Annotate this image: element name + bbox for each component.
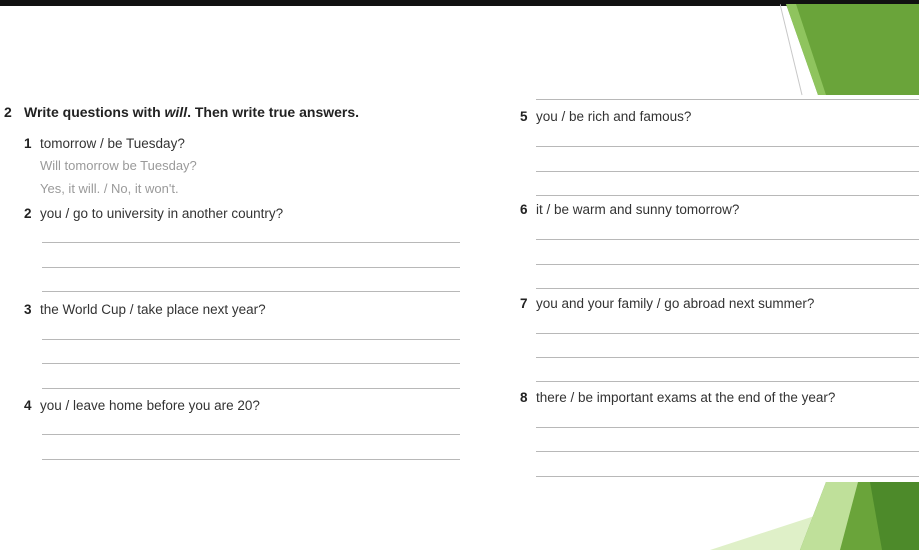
answer-line[interactable] — [536, 357, 919, 358]
answer-line[interactable] — [536, 146, 919, 147]
example-question: Will tomorrow be Tuesday? — [40, 158, 197, 173]
answer-line[interactable] — [536, 171, 919, 172]
answer-line[interactable] — [536, 427, 919, 428]
question-prompt: the World Cup / take place next year? — [40, 302, 266, 317]
question-item-5 — [520, 109, 691, 124]
answer-line[interactable] — [536, 239, 919, 240]
question-number: 8 — [520, 390, 528, 405]
answer-line[interactable] — [536, 288, 919, 289]
question-prompt: it / be warm and sunny tomorrow? — [536, 202, 740, 217]
answer-line[interactable] — [42, 459, 460, 460]
exercise-title — [4, 104, 359, 120]
answer-line[interactable] — [536, 195, 919, 196]
exercise-number: 2 — [4, 104, 12, 120]
question-number: 6 — [520, 202, 528, 217]
question-prompt: you / be rich and famous? — [536, 109, 692, 124]
instruction-suffix: . Then write true answers. — [187, 104, 360, 120]
question-item-3 — [24, 302, 266, 317]
answer-line[interactable] — [42, 434, 460, 435]
question-prompt: you and your family / go abroad next summer? — [536, 296, 815, 311]
question-item-6 — [520, 202, 739, 217]
question-prompt: you / leave home before you are 20? — [40, 398, 260, 413]
question-number: 3 — [24, 302, 32, 317]
answer-line[interactable] — [536, 264, 919, 265]
question-number: 5 — [520, 109, 528, 124]
answer-line[interactable] — [42, 291, 460, 292]
answer-line[interactable] — [42, 242, 460, 243]
question-number: 7 — [520, 296, 528, 311]
answer-line[interactable] — [42, 267, 460, 268]
answer-line[interactable] — [536, 451, 919, 452]
answer-line[interactable] — [42, 388, 460, 389]
instruction-prefix: Write questions with — [24, 104, 165, 120]
question-number: 1 — [24, 136, 32, 151]
question-prompt: you / go to university in another country? — [40, 206, 284, 221]
question-number: 2 — [24, 206, 32, 221]
question-prompt: tomorrow / be Tuesday? — [40, 136, 185, 151]
answer-line[interactable] — [536, 476, 919, 477]
answer-line[interactable] — [42, 363, 460, 364]
question-item-1 — [24, 136, 185, 151]
answer-line[interactable] — [536, 333, 919, 334]
answer-line[interactable] — [536, 381, 919, 382]
instruction-keyword: will — [164, 104, 188, 120]
question-number: 4 — [24, 398, 32, 413]
question-item-7 — [520, 296, 814, 311]
answer-line[interactable] — [42, 339, 460, 340]
question-item-8 — [520, 390, 835, 405]
question-item-4 — [24, 398, 260, 413]
question-item-2 — [24, 206, 283, 221]
corner-decoration-bottom — [700, 478, 919, 550]
question-prompt: there / be important exams at the end of the year? — [536, 390, 836, 405]
answer-line[interactable] — [536, 99, 919, 100]
example-answer: Yes, it will. / No, it won't. — [40, 181, 179, 196]
corner-decoration-top — [780, 4, 919, 99]
